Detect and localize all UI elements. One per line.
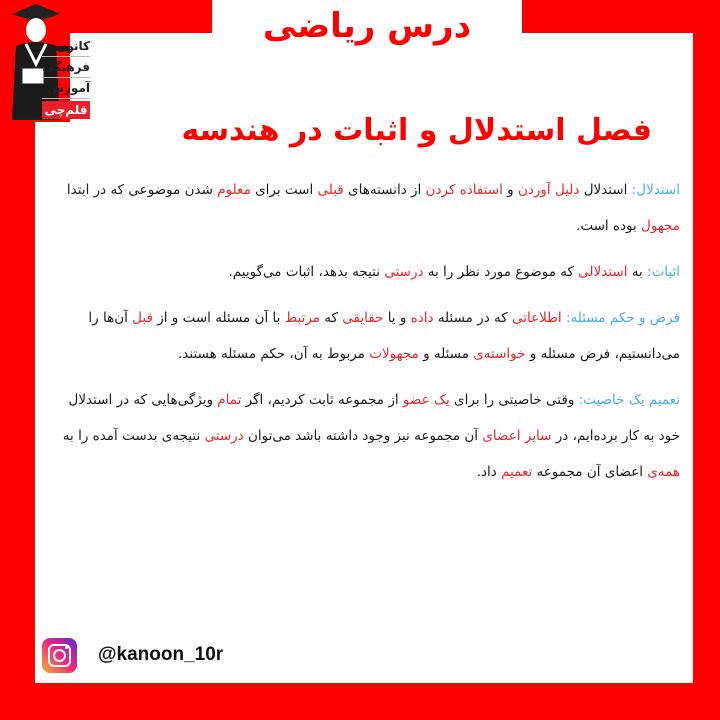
highlight-word: اطلاعاتی (511, 310, 562, 326)
body-text: بوده است. (576, 218, 642, 234)
body-text: وقتی خاصیتی را برای (449, 392, 579, 408)
body-text: اعضای آن مجموعه (532, 464, 648, 480)
page-title: درس ریاضی (262, 6, 472, 46)
logo-brand: قلم‌چی (42, 101, 90, 119)
paragraph-hypothesis-conclusion (60, 300, 680, 372)
paragraph-proof (60, 254, 680, 290)
highlight-word: قبل (132, 310, 153, 326)
highlight-word: یک عضو (402, 392, 450, 408)
body-text: است برای (250, 182, 318, 198)
term-label: اثبات: (647, 264, 680, 280)
body-text: داد. (476, 464, 502, 480)
lesson-content (60, 172, 680, 500)
body-text: با آن مسئله است و از (152, 310, 285, 326)
body-text: مربوط به آن، حکم مسئله هستند. (178, 346, 370, 362)
highlight-word: استفاده کردن (425, 182, 503, 198)
highlight-word: خواسته‌ی (473, 346, 526, 362)
body-text: که (320, 310, 343, 326)
body-text: نتیجه‌ی بدست آمده را به (62, 428, 205, 444)
instagram-dot (65, 646, 68, 649)
body-text: نتیجه بدهد، اثبات می‌گوییم. (228, 264, 385, 280)
highlight-word: تعمیم (501, 464, 533, 480)
highlight-word: مرتبط (284, 310, 321, 326)
instagram-handle[interactable]: @kanoon_10r (98, 644, 224, 665)
body-text: آن مجموعه نیز وجود داشته باشد می‌توان (243, 428, 483, 444)
highlight-word: مجهول (641, 218, 680, 234)
body-text: که در مسئله (433, 310, 512, 326)
highlight-word: دلیل آوردن (517, 182, 580, 198)
logo-wordmark (42, 36, 90, 119)
term-label: استدلال: (631, 182, 680, 198)
body-text: مسئله و (418, 346, 474, 362)
term-label: فرض و حکم مسئله: (565, 310, 680, 326)
body-text: ویژگی‌هایی که در استدلال خود به کار برده‌ایم، در (68, 392, 680, 444)
instagram-lens (53, 649, 66, 662)
highlight-word: معلوم (217, 182, 251, 198)
highlight-word: استدلالی (578, 264, 628, 280)
logo-line: آموزش (42, 78, 90, 99)
body-text: و یا (383, 310, 411, 326)
highlight-word: سایر اعضای (482, 428, 552, 444)
highlight-word: همه‌ی (647, 464, 680, 480)
term-label: تعمیم یک خاصیت: (578, 392, 680, 408)
highlight-word: حقایقی (342, 310, 384, 326)
body-text: به (627, 264, 648, 280)
body-text: شدن موضوعی که در ابتدا (66, 182, 218, 198)
highlight-word: تمام (217, 392, 242, 408)
body-text: و (502, 182, 518, 198)
highlight-word: مجهولات (369, 346, 419, 362)
body-text: استدلال (579, 182, 632, 198)
section-heading: فصل استدلال و اثبات در هندسه (181, 113, 652, 148)
paragraph-generalization (60, 382, 680, 490)
body-text: از دانسته‌های (343, 182, 426, 198)
highlight-word: درستی (204, 428, 244, 444)
body-text: که موضوع مورد نظر را به (423, 264, 579, 280)
highlight-word: داده (410, 310, 434, 326)
body-text: از مجموعه ثابت کردیم، اگر (241, 392, 403, 408)
body-text: آن‌ها را می‌دانستیم، فرض مسئله و (88, 310, 680, 362)
logo-line: کانون (42, 36, 90, 57)
paragraph-reasoning (60, 172, 680, 244)
highlight-word: درستی (384, 264, 424, 280)
instagram-icon[interactable] (42, 638, 77, 673)
highlight-word: قبلی (317, 182, 344, 198)
logo-line: فرهنگی (42, 57, 90, 78)
